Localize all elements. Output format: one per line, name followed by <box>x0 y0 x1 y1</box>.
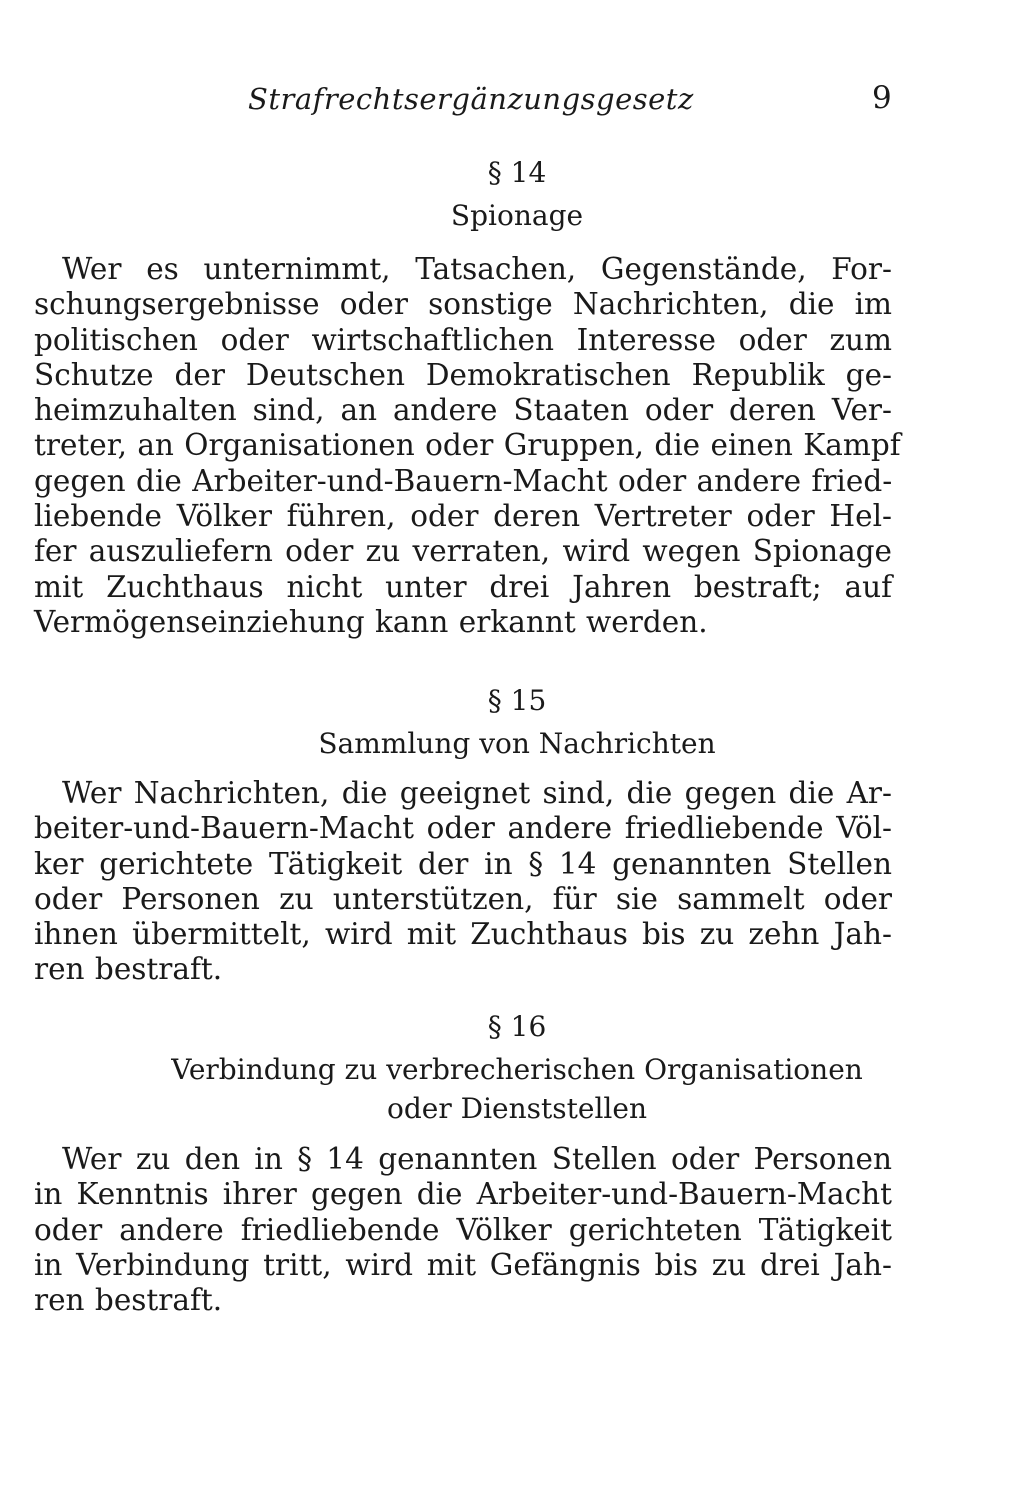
section-14-body <box>34 252 901 640</box>
body-line: Wer es unternimmt, Tatsachen, Gegenstände, For- <box>62 252 892 286</box>
section-16-title-line-2: oder Dienststellen <box>387 1092 647 1125</box>
body-line: ren bestraft. <box>34 952 223 987</box>
body-line: politischen oder wirtschaftlichen Interesse oder zum <box>34 322 892 357</box>
section-15-body <box>34 776 892 988</box>
body-line: in Verbindung tritt, wird mit Gefängnis bis zu drei Jah- <box>34 1247 892 1282</box>
section-14-number: § 14 <box>487 156 547 189</box>
running-head <box>0 82 1024 132</box>
running-title: Strafrechtsergänzungsgesetz <box>248 82 694 116</box>
body-line: fer auszuliefern oder zu verraten, wird wegen Spionage <box>34 534 892 569</box>
section-16-body <box>34 1142 892 1318</box>
body-line: Wer zu den in § 14 genannten Stellen oder Personen <box>62 1142 892 1176</box>
body-line: beiter-und-Bauern-Macht oder andere friedliebende Völ- <box>34 811 892 846</box>
body-line: gegen die Arbeiter-und-Bauern-Macht oder andere fried- <box>34 463 893 498</box>
section-15-title: Sammlung von Nachrichten <box>318 727 716 760</box>
section-15-number: § 15 <box>487 684 547 717</box>
page-number: 9 <box>872 80 892 116</box>
body-line: heimzuhalten sind, an andere Staaten oder deren Ver- <box>34 393 892 428</box>
body-line: schungsergebnisse oder sonstige Nachrichten, die im <box>34 287 892 322</box>
body-line: Schutze der Deutschen Demokratischen Republik ge- <box>34 357 892 392</box>
body-line: oder andere friedliebende Völker gerichteten Tätigkeit <box>34 1212 892 1247</box>
section-16-title-line-1: Verbindung zu verbrecherischen Organisationen <box>171 1053 863 1086</box>
body-line: mit Zuchthaus nicht unter drei Jahren bestraft; auf <box>34 569 892 604</box>
section-16-number: § 16 <box>487 1010 547 1043</box>
body-line: Wer Nachrichten, die geeignet sind, die gegen die Ar- <box>62 776 892 810</box>
body-line: in Kenntnis ihrer gegen die Arbeiter-und-Bauern-Macht <box>34 1177 892 1212</box>
body-line: ren bestraft. <box>34 1283 223 1318</box>
body-line: Vermögenseinziehung kann erkannt werden. <box>34 604 708 639</box>
body-line: liebende Völker führen, oder deren Vertreter oder Hel- <box>34 499 892 534</box>
body-line: ihnen übermittelt, wird mit Zuchthaus bis zu zehn Jah- <box>34 917 892 952</box>
body-line: oder Personen zu unterstützen, für sie sammelt oder <box>34 881 892 916</box>
body-line: ker gerichtete Tätigkeit der in § 14 genannten Stellen <box>34 846 892 881</box>
section-14-title: Spionage <box>450 199 584 232</box>
body-line: treter, an Organisationen oder Gruppen, die einen Kampf <box>34 428 901 463</box>
